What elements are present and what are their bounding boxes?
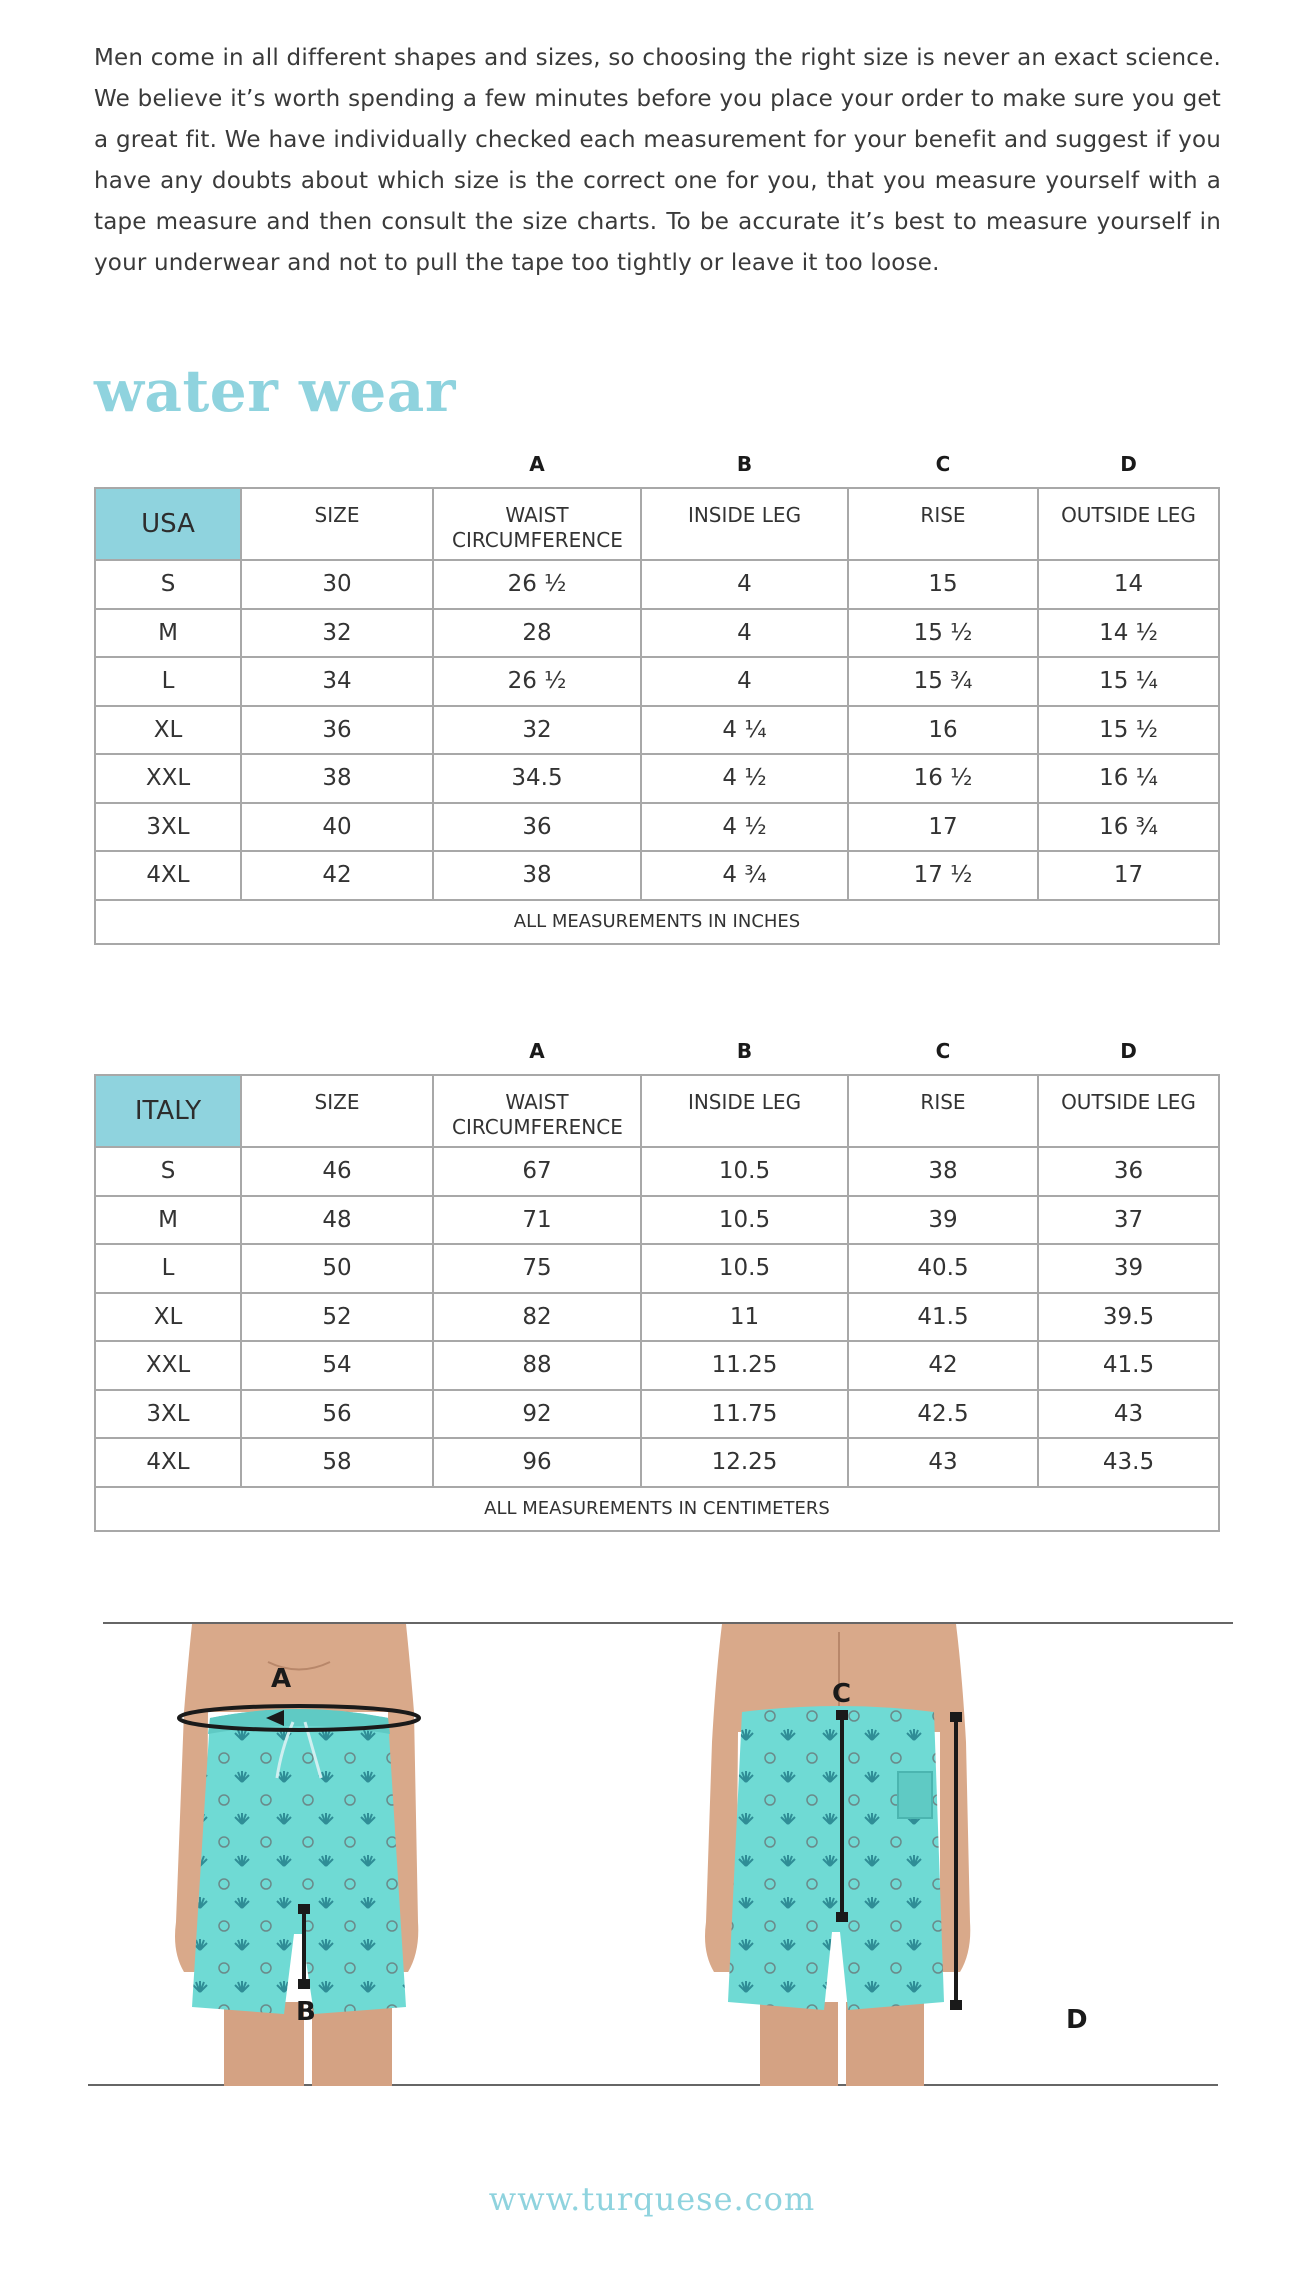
table-cell: 50 xyxy=(241,1244,433,1293)
table-cell: 34 xyxy=(241,657,433,706)
table-cell: 54 xyxy=(241,1341,433,1390)
table-cell: 36 xyxy=(1038,1147,1219,1196)
table-cell: 39 xyxy=(1038,1244,1219,1293)
column-letter-a: A xyxy=(529,1038,545,1063)
table-cell: S xyxy=(95,560,241,609)
table-cell: 34.5 xyxy=(433,754,641,803)
table-cell: 15 ½ xyxy=(1038,706,1219,755)
units-note-inches: ALL MEASUREMENTS IN INCHES xyxy=(95,900,1219,944)
intro-paragraph: Men come in all different shapes and sizes, so choosing the right size is never an exact science. We believe it’s worth spending a few minutes before you place your order to make sure you get a great fit. We have individually checked each measurement for your benefit and suggest if you have any doubts about which size is the correct one for you, that you measure yourself with a tape measure and then consult the size charts. To be accurate it’s best to measure yourself in your underwear and not to pull the tape too tightly or leave it too loose. xyxy=(94,45,1221,276)
region-label-italy: ITALY xyxy=(95,1075,241,1147)
measurement-letters-row xyxy=(95,1027,1219,1075)
table-cell: 11 xyxy=(641,1293,848,1342)
table-cell: 58 xyxy=(241,1438,433,1487)
table-cell: 4 ½ xyxy=(641,803,848,852)
table-cell: 41.5 xyxy=(848,1293,1038,1342)
header-outside-leg: OUTSIDE LEG xyxy=(1038,488,1219,560)
table-cell: 38 xyxy=(433,851,641,900)
table-cell: 48 xyxy=(241,1196,433,1245)
label-b: B xyxy=(296,1997,316,2027)
table-cell: 3XL xyxy=(95,803,241,852)
table-cell: M xyxy=(95,1196,241,1245)
header-size: SIZE xyxy=(241,488,433,560)
measurement-diagram xyxy=(88,1622,1233,2087)
column-letter-d: D xyxy=(1120,451,1137,476)
table-row xyxy=(95,560,1219,609)
measurement-letters-row xyxy=(95,440,1219,488)
table-cell: XXL xyxy=(95,754,241,803)
table-cell: 38 xyxy=(241,754,433,803)
table-row xyxy=(95,803,1219,852)
table-cell: 42 xyxy=(241,851,433,900)
usa-size-table xyxy=(94,440,1220,945)
label-c: C xyxy=(832,1679,852,1709)
table-cell: S xyxy=(95,1147,241,1196)
header-inside-leg: INSIDE LEG xyxy=(641,1075,848,1147)
table-cell: 43 xyxy=(848,1438,1038,1487)
column-letter-d: D xyxy=(1120,1038,1137,1063)
table-cell: 14 xyxy=(1038,560,1219,609)
header-inside-leg: INSIDE LEG xyxy=(641,488,848,560)
table-cell: 16 xyxy=(848,706,1038,755)
table-cell: 43 xyxy=(1038,1390,1219,1439)
table-cell: 43.5 xyxy=(1038,1438,1219,1487)
table-cell: 56 xyxy=(241,1390,433,1439)
table-header-row xyxy=(95,1075,1219,1147)
italy-size-table xyxy=(94,1027,1220,1532)
table-cell: 82 xyxy=(433,1293,641,1342)
table-row xyxy=(95,1341,1219,1390)
table-header-row xyxy=(95,488,1219,560)
table-cell: L xyxy=(95,657,241,706)
table-cell: 36 xyxy=(433,803,641,852)
table-footer-row xyxy=(95,1487,1219,1531)
table-cell: 32 xyxy=(241,609,433,658)
table-cell: 12.25 xyxy=(641,1438,848,1487)
table-cell: 26 ½ xyxy=(433,560,641,609)
table-cell: 16 ½ xyxy=(848,754,1038,803)
table-cell: 10.5 xyxy=(641,1196,848,1245)
column-letter-b: B xyxy=(736,1038,753,1063)
table-cell: 11.25 xyxy=(641,1341,848,1390)
table-cell: 67 xyxy=(433,1147,641,1196)
table-cell: XL xyxy=(95,706,241,755)
table-cell: 75 xyxy=(433,1244,641,1293)
table-cell: 15 xyxy=(848,560,1038,609)
table-cell: 46 xyxy=(241,1147,433,1196)
header-size: SIZE xyxy=(241,1075,433,1147)
table-row xyxy=(95,754,1219,803)
header-waist: WAIST CIRCUMFERENCE xyxy=(433,488,641,560)
table-cell: 15 ¼ xyxy=(1038,657,1219,706)
table-cell: 16 ¼ xyxy=(1038,754,1219,803)
units-note-centimeters: ALL MEASUREMENTS IN CENTIMETERS xyxy=(95,1487,1219,1531)
label-a: A xyxy=(271,1664,292,1694)
table-cell: L xyxy=(95,1244,241,1293)
section-title: water wear xyxy=(94,357,456,425)
header-outside-leg: OUTSIDE LEG xyxy=(1038,1075,1219,1147)
table-cell: 39 xyxy=(848,1196,1038,1245)
column-letter-c: C xyxy=(935,1038,951,1063)
table-cell: 4 xyxy=(641,657,848,706)
table-cell: 39.5 xyxy=(1038,1293,1219,1342)
table-cell: 16 ¾ xyxy=(1038,803,1219,852)
table-footer-row xyxy=(95,900,1219,944)
table-cell: 4 ¾ xyxy=(641,851,848,900)
table-cell: 10.5 xyxy=(641,1244,848,1293)
table-cell: 71 xyxy=(433,1196,641,1245)
table-row xyxy=(95,1438,1219,1487)
table-cell: 4 xyxy=(641,560,848,609)
table-cell: 15 ¾ xyxy=(848,657,1038,706)
table-row xyxy=(95,706,1219,755)
column-letter-b: B xyxy=(736,451,753,476)
table-row xyxy=(95,1244,1219,1293)
table-row xyxy=(95,1293,1219,1342)
label-d: D xyxy=(1066,2005,1088,2035)
region-label-usa: USA xyxy=(95,488,241,560)
table-cell: 30 xyxy=(241,560,433,609)
table-cell: 4 ½ xyxy=(641,754,848,803)
header-rise: RISE xyxy=(848,488,1038,560)
table-cell: 10.5 xyxy=(641,1147,848,1196)
table-cell: 96 xyxy=(433,1438,641,1487)
table-cell: 42.5 xyxy=(848,1390,1038,1439)
table-cell: 38 xyxy=(848,1147,1038,1196)
table-cell: 17 ½ xyxy=(848,851,1038,900)
table-cell: 92 xyxy=(433,1390,641,1439)
table-cell: 32 xyxy=(433,706,641,755)
table-cell: 4 ¼ xyxy=(641,706,848,755)
column-letter-a: A xyxy=(529,451,545,476)
table-cell: 41.5 xyxy=(1038,1341,1219,1390)
website-link[interactable]: www.turquese.com xyxy=(488,2180,816,2218)
table-cell: 36 xyxy=(241,706,433,755)
table-cell: 42 xyxy=(848,1341,1038,1390)
table-cell: 40 xyxy=(241,803,433,852)
table-cell: XXL xyxy=(95,1341,241,1390)
table-row xyxy=(95,1196,1219,1245)
table-cell: 17 xyxy=(848,803,1038,852)
column-letter-c: C xyxy=(935,451,951,476)
table-cell: 40.5 xyxy=(848,1244,1038,1293)
table-cell: 14 ½ xyxy=(1038,609,1219,658)
table-cell: 88 xyxy=(433,1341,641,1390)
header-rise: RISE xyxy=(848,1075,1038,1147)
measurement-illustration xyxy=(88,1622,1233,2087)
table-row xyxy=(95,1390,1219,1439)
table-cell: 28 xyxy=(433,609,641,658)
table-cell: 26 ½ xyxy=(433,657,641,706)
table-cell: 3XL xyxy=(95,1390,241,1439)
table-cell: 4 xyxy=(641,609,848,658)
table-cell: 4XL xyxy=(95,1438,241,1487)
table-cell: 15 ½ xyxy=(848,609,1038,658)
table-row xyxy=(95,1147,1219,1196)
table-row xyxy=(95,609,1219,658)
table-row xyxy=(95,657,1219,706)
table-cell: XL xyxy=(95,1293,241,1342)
table-cell: 11.75 xyxy=(641,1390,848,1439)
table-cell: 17 xyxy=(1038,851,1219,900)
table-cell: 52 xyxy=(241,1293,433,1342)
table-cell: M xyxy=(95,609,241,658)
table-cell: 4XL xyxy=(95,851,241,900)
table-cell: 37 xyxy=(1038,1196,1219,1245)
table-row xyxy=(95,851,1219,900)
header-waist: WAIST CIRCUMFERENCE xyxy=(433,1075,641,1147)
